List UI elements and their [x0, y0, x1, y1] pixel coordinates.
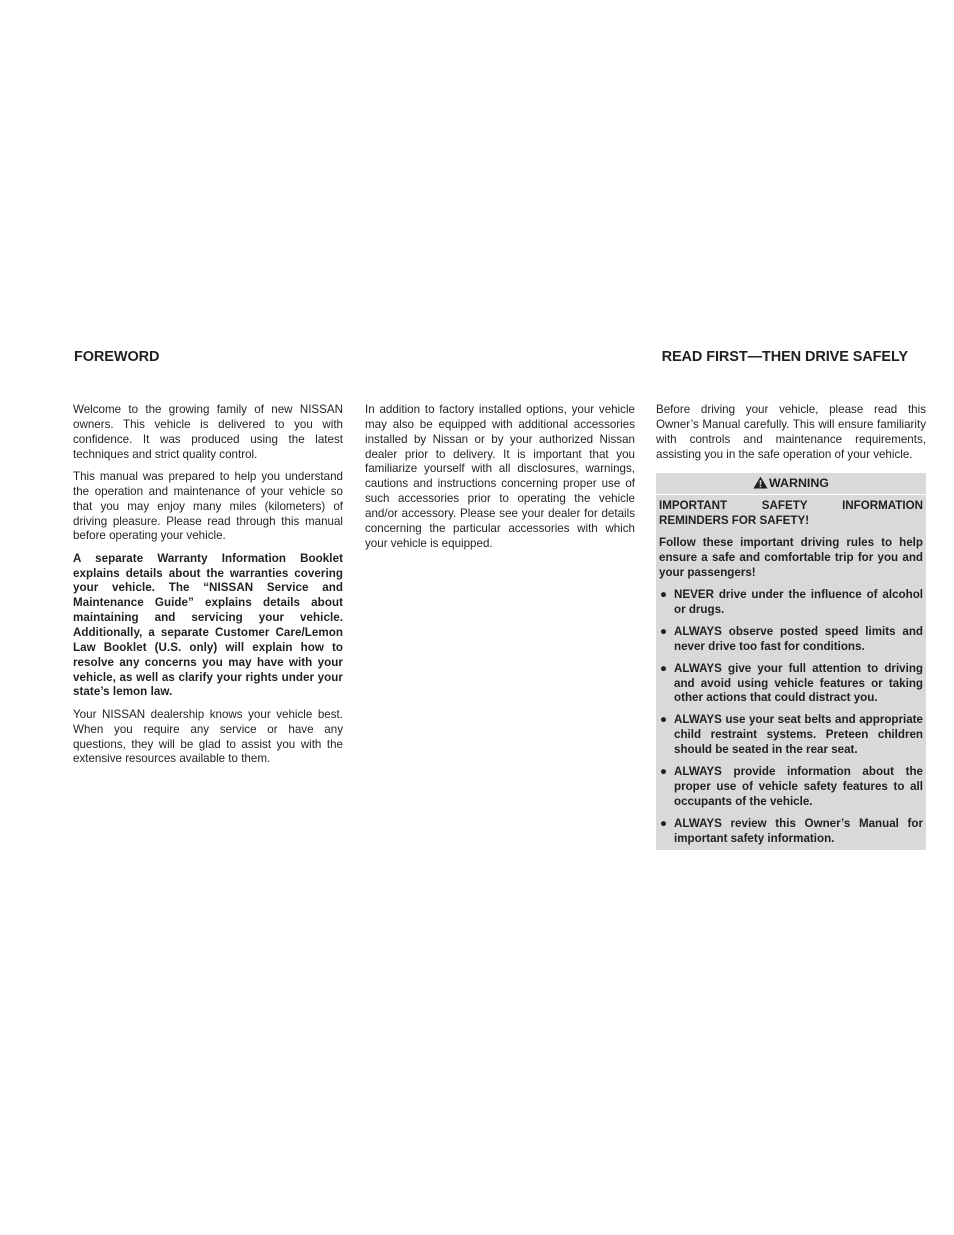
warning-lead: Follow these important driving rules to help ensure a safe and comfortable trip for you and your passengers!	[659, 536, 923, 579]
warning-item-text: ALWAYS give your full attention to driving and avoid using vehicle features or taking other actions that could distract you.	[674, 661, 923, 705]
bullet-icon: ●	[660, 661, 668, 675]
warning-list-item	[659, 765, 923, 810]
warning-item-text: ALWAYS provide information about the proper use of vehicle safety features to all occupants of the vehicle.	[674, 765, 923, 808]
read-first-heading: READ FIRST—THEN DRIVE SAFELY	[661, 349, 908, 365]
warning-list-item	[659, 662, 923, 707]
warning-list	[659, 588, 923, 847]
warning-item-text: ALWAYS review this Owner’s Manual for important safety information.	[674, 816, 923, 845]
warning-list-item	[659, 588, 923, 618]
foreword-paragraph-warranty: A separate Warranty Information Booklet explains details about the warranties covering your vehicle. The “NISSAN Service and Maintenance Guide” explains details about maintaining and servicing your vehicle. Additionally, a separate Customer Care/Lemon Law Booklet (U.S. only) will explain how to resolve any concerns you may have with your vehicle, as well as clarify your rights under your state’s lemon law.	[73, 551, 343, 699]
warning-list-item	[659, 625, 923, 655]
warning-item-text: NEVER drive under the influence of alcohol or drugs.	[674, 587, 923, 616]
bullet-icon: ●	[660, 816, 668, 830]
warning-item-text: ALWAYS observe posted speed limits and never drive too fast for conditions.	[674, 624, 923, 653]
warning-list-item	[659, 713, 923, 758]
bullet-icon: ●	[660, 713, 668, 727]
foreword-paragraph-accessories: In addition to factory installed options, your vehicle may also be equipped with additional accessories installed by Nissan or by your authorized Nissan dealer prior to delivery. It is important that you familiarize yourself with all disclosures, warnings, cautions and instructions concerning proper use of such accessories prior to operating the vehicle and/or accessory. Please see your dealer for details concerning the particular accessories with which your vehicle is equipped.	[365, 403, 635, 550]
warning-item-text: ALWAYS use your seat belts and appropriate child restraint systems. Preteen children should be seated in the rear seat.	[674, 713, 923, 757]
bullet-icon: ●	[660, 624, 668, 638]
warning-title-text: WARNING	[769, 476, 829, 491]
foreword-column-1	[73, 403, 343, 775]
warning-subtitle: IMPORTANT SAFETY INFORMATION REMINDERS FOR SAFETY!	[659, 499, 923, 528]
warning-title	[656, 473, 926, 495]
foreword-paragraph-1: Welcome to the growing family of new NISSAN owners. This vehicle is delivered to you with confidence. It was produced using the latest techniques and strict quality control.	[73, 403, 343, 461]
warning-list-item	[659, 817, 923, 847]
foreword-heading: FOREWORD	[74, 349, 160, 365]
read-first-intro: Before driving your vehicle, please read this Owner’s Manual carefully. This will ensure familiarity with controls and maintenance requirements, assisting you in the safe operation of your vehicle.	[656, 403, 926, 461]
warning-triangle-icon	[753, 476, 768, 489]
read-first-column	[656, 403, 926, 850]
warning-box	[656, 473, 926, 849]
foreword-column-2	[365, 403, 635, 559]
bullet-icon: ●	[660, 765, 668, 779]
bullet-icon: ●	[660, 587, 668, 601]
foreword-paragraph-2: This manual was prepared to help you understand the operation and maintenance of your vehicle so that you may enjoy many miles (kilometers) of driving pleasure. Please read through this manual before operating your vehicle.	[73, 469, 343, 543]
foreword-paragraph-dealership: Your NISSAN dealership knows your vehicle best. When you require any service or have any questions, they will be glad to assist you with the extensive resources available to them.	[73, 707, 343, 766]
